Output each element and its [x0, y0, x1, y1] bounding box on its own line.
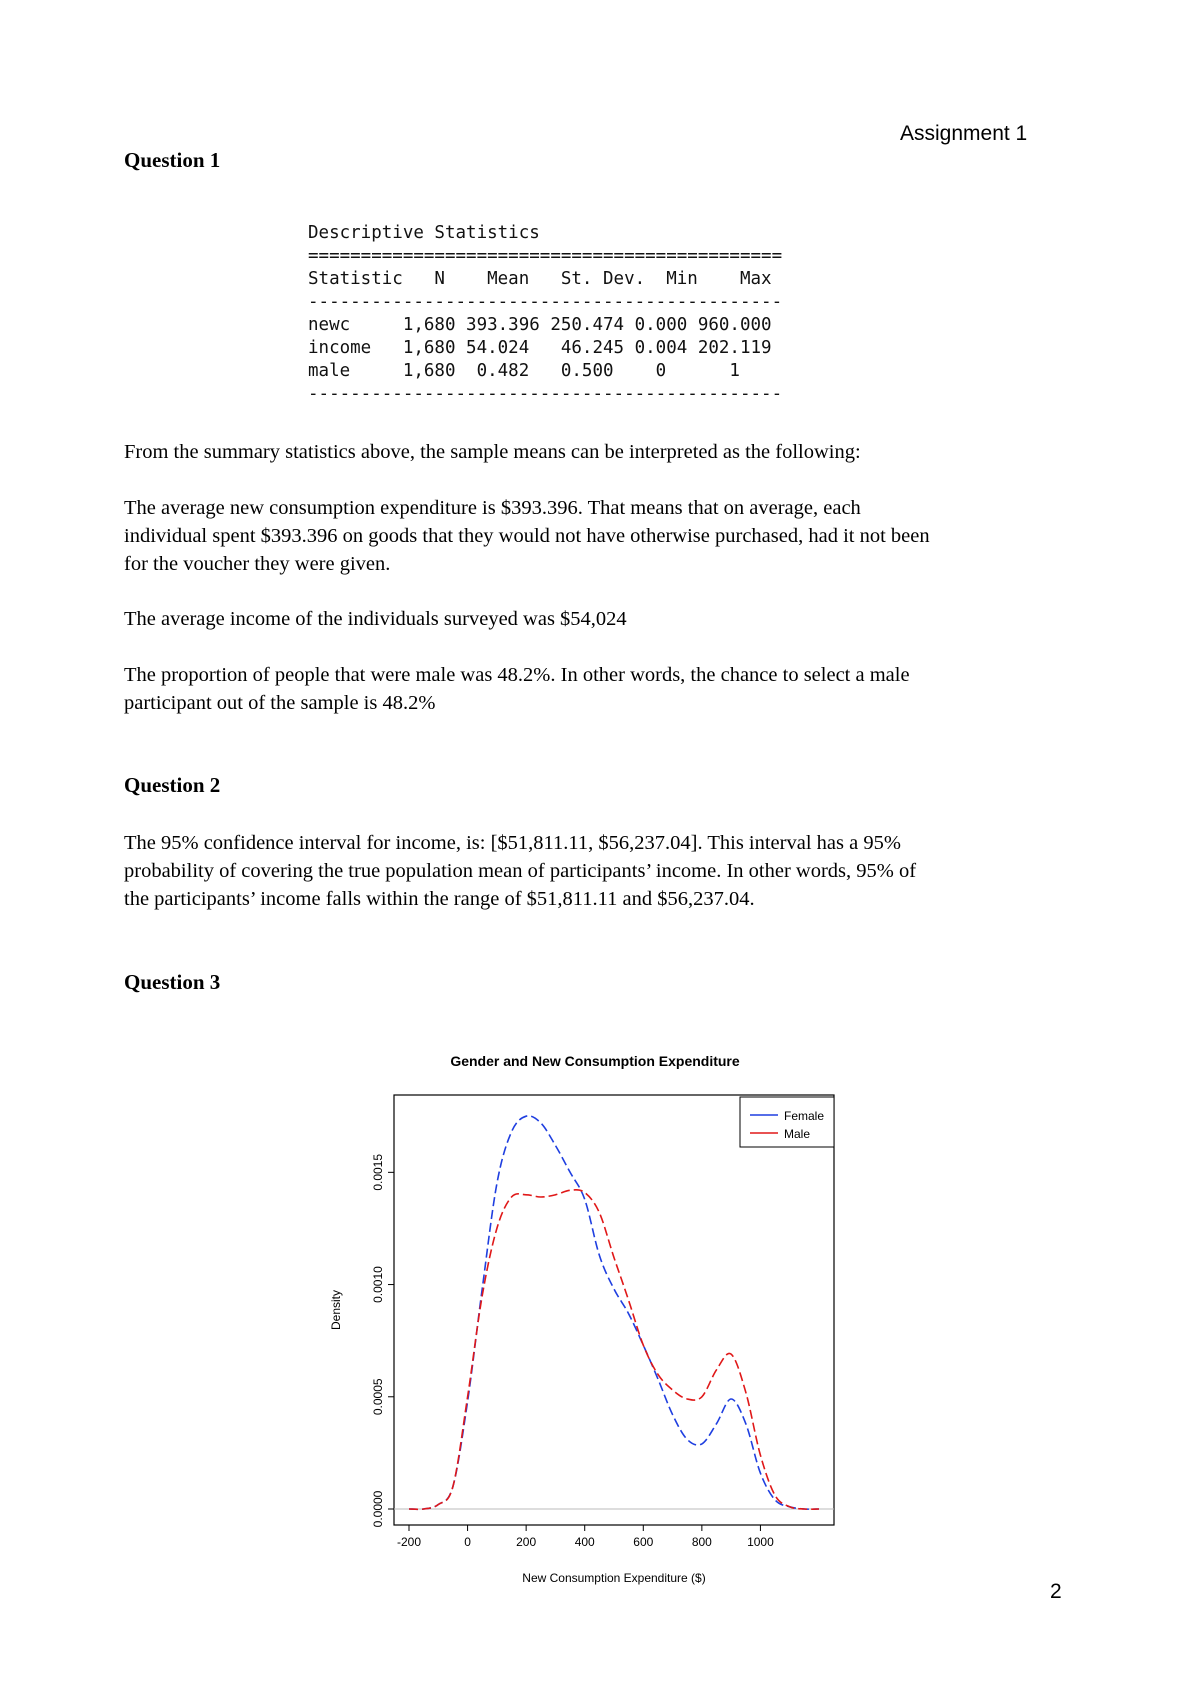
q2-paragraph — [124, 829, 1084, 913]
x-tick-label: 0 — [464, 1535, 471, 1549]
stats-header-row: Statistic N Mean St. Dev. Min Max — [308, 269, 772, 289]
x-tick-label: 1000 — [747, 1535, 774, 1549]
stats-double-rule: ============================================= — [308, 246, 783, 266]
question-1-heading: Question 1 — [124, 148, 221, 172]
text-line: individual spent $393.396 on goods that they would not have otherwise purchased, had it not been — [124, 525, 930, 547]
y-tick-label: 0.0000 — [371, 1490, 385, 1528]
stats-row-newc: newc 1,680 393.396 250.474 0.000 960.000 — [308, 315, 772, 335]
question-3-heading: Question 3 — [124, 970, 221, 994]
density-chart — [320, 1045, 860, 1585]
series-line-female — [409, 1116, 819, 1509]
x-axis-label: New Consumption Expenditure ($) — [522, 1571, 706, 1585]
q1-paragraph-male — [124, 661, 1084, 717]
legend-label-female: Female — [784, 1109, 825, 1123]
text-line: The proportion of people that were male was 48.2%. In other words, the chance to select a male — [124, 664, 910, 686]
page-number: 2 — [1050, 1580, 1062, 1603]
chart-title: Gender and New Consumption Expenditure — [450, 1053, 740, 1069]
descriptive-statistics-table — [308, 222, 782, 406]
chart-legend — [740, 1097, 834, 1147]
legend-label-male: Male — [784, 1127, 811, 1141]
stats-row-income: income 1,680 54.024 46.245 0.004 202.119 — [308, 338, 772, 358]
stats-bottom-rule: --------------------------------------------- — [308, 384, 783, 404]
y-tick-label: 0.0010 — [371, 1266, 385, 1303]
stats-title: Descriptive Statistics — [308, 223, 540, 243]
plot-frame — [394, 1095, 834, 1525]
x-tick-label: 400 — [574, 1535, 595, 1549]
text-line: The 95% confidence interval for income, is: [$51,811.11, $56,237.04]. This interval has a 95% — [124, 832, 901, 854]
series-line-male — [409, 1190, 819, 1509]
y-axis-label: Density — [329, 1289, 343, 1331]
text-line: for the voucher they were given. — [124, 553, 391, 575]
x-tick-label: 800 — [691, 1535, 712, 1549]
x-tick-label: 600 — [633, 1535, 654, 1549]
x-tick-label: -200 — [396, 1535, 422, 1549]
stats-single-rule: --------------------------------------------- — [308, 292, 783, 312]
q1-intro: From the summary statistics above, the sample means can be interpreted as the following: — [124, 441, 861, 463]
question-2-heading: Question 2 — [124, 773, 221, 797]
q1-paragraph-income: The average income of the individuals surveyed was $54,024 — [124, 608, 627, 630]
y-tick-label: 0.0015 — [371, 1153, 385, 1191]
text-line: participant out of the sample is 48.2% — [124, 692, 436, 714]
stats-row-male: male 1,680 0.482 0.500 0 1 — [308, 361, 740, 381]
text-line: The average new consumption expenditure is $393.396. That means that on average, each — [124, 497, 861, 519]
text-line: probability of covering the true population mean of participants’ income. In other words, 95% of — [124, 860, 917, 882]
y-tick-label: 0.0005 — [371, 1378, 385, 1416]
text-line: the participants’ income falls within the range of $51,811.11 and $56,237.04. — [124, 888, 755, 910]
q1-paragraph-expenditure — [124, 494, 1084, 578]
x-tick-label: 200 — [516, 1535, 537, 1549]
document-header: Assignment 1 — [900, 122, 1028, 145]
